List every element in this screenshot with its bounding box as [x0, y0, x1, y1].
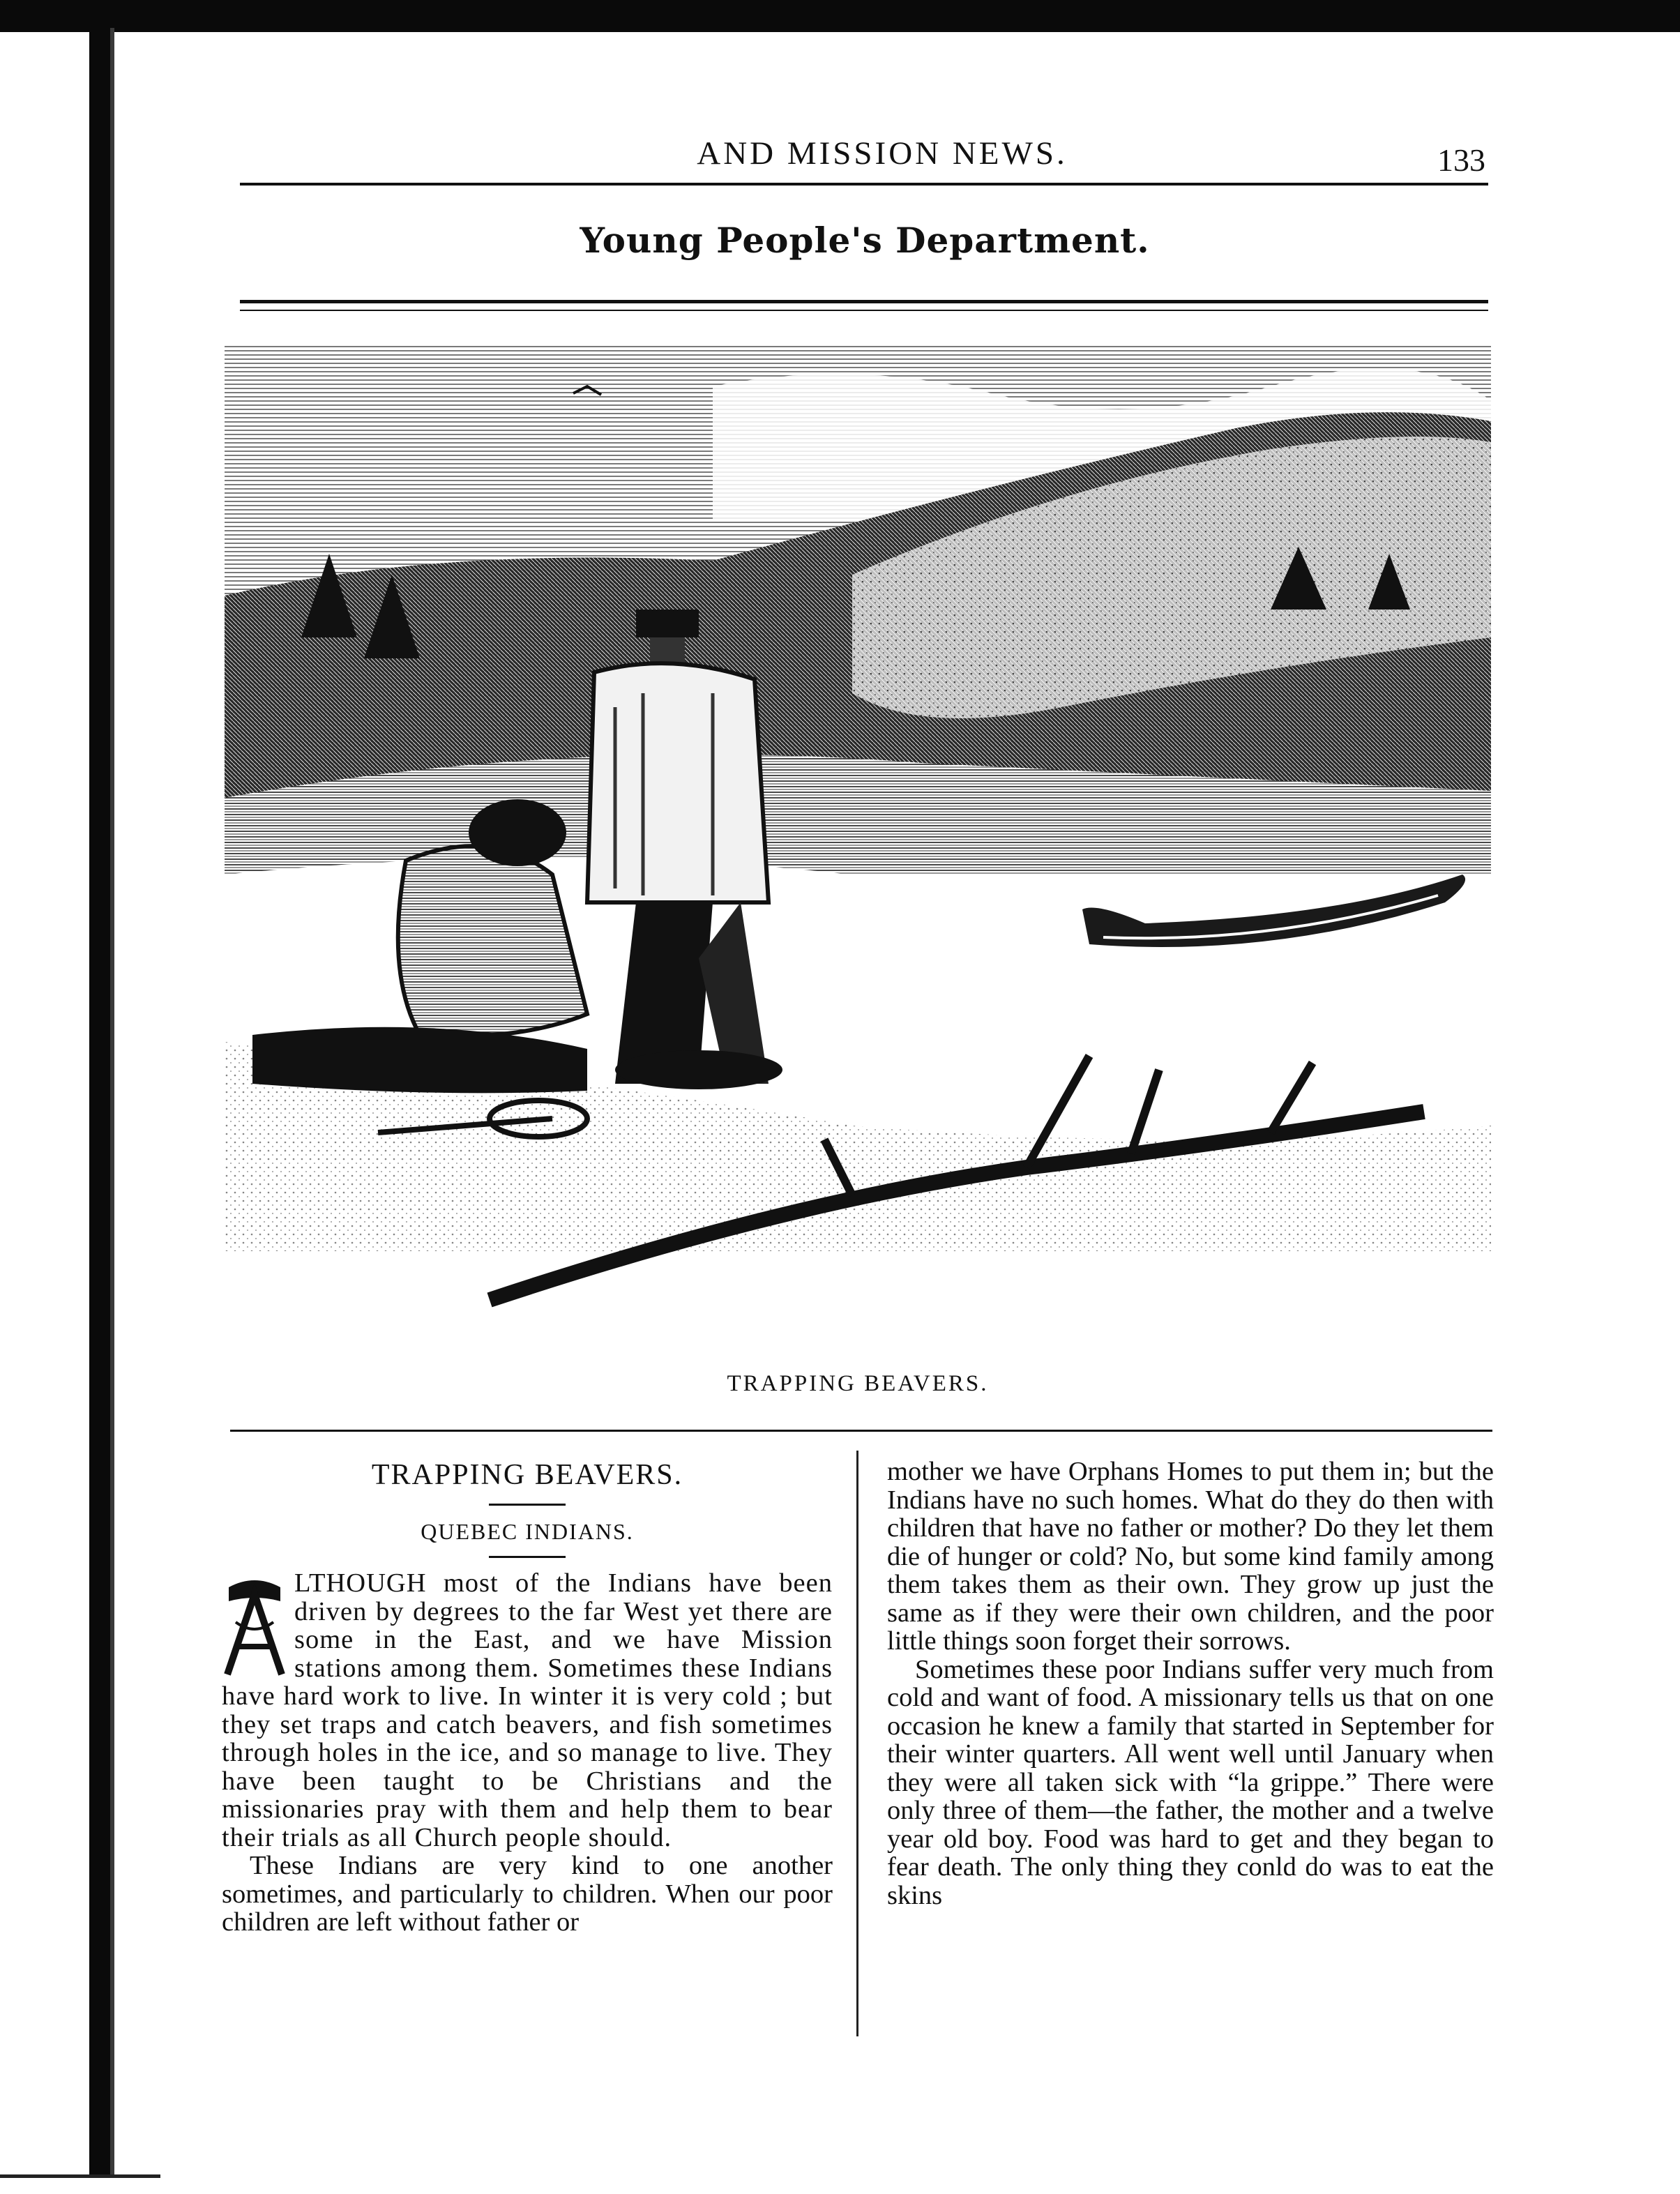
article-title: TRAPPING BEAVERS.: [371, 1459, 683, 1491]
page-number: 133: [1437, 142, 1485, 178]
title-rule-thin: [240, 310, 1488, 311]
title-separator: [489, 1504, 566, 1506]
scan-left-border-inner: [110, 28, 114, 2176]
scan-bottom-mark: [0, 2174, 160, 2178]
department-title: Young People's Department.: [580, 220, 1150, 261]
lead-paragraph: [222, 1569, 833, 1852]
paragraph-kindness: These Indians are very kind to one another sometimes, and particularly to children. When our poor children are left without father or: [222, 1851, 833, 1937]
article-left-column: [222, 1458, 833, 1937]
lead-paragraph-text: LTHOUGH most of the Indians have been driven by degrees to the far West yet there are some in the East, and we have Mission stations among them. Sometimes these Indians have hard work to live. In winter it is very cold ; but they set traps and catch beavers, and fish sometimes through holes in the ice, and so manage to live. They have been taught to be Christians and the missionaries pray with them and help them to bear their trials as all Church people should.: [222, 1568, 833, 1852]
scan-left-border: [89, 28, 110, 2176]
scan-top-border: [0, 0, 1680, 32]
title-rule-thick: [240, 300, 1488, 303]
caption-rule: [230, 1430, 1492, 1432]
article-subtitle: QUEBEC INDIANS.: [421, 1519, 634, 1544]
column-divider: [856, 1451, 858, 2036]
dropcap-letter: A: [244, 1646, 265, 1677]
running-head: AND MISSION NEWS.: [697, 135, 1068, 172]
ornate-dropcap-icon: [222, 1573, 287, 1678]
subtitle-separator: [489, 1556, 566, 1558]
engraving-trappers-canoe-icon: [225, 345, 1491, 1328]
illustration-caption: TRAPPING BEAVERS.: [727, 1371, 989, 1396]
paragraph-continuation: mother we have Orphans Homes to put them in; but the Indians have no such homes. What do they do then with children that have no father or mother? Do they let them die of hunger or cold? No, but some kind family among them takes them as their own. They grow up just the same as if they were their own children, and the poor little things soon forget their sorrows.: [887, 1457, 1494, 1656]
article-right-column: [887, 1458, 1494, 1909]
paragraph-hardship: Sometimes these poor Indians suffer very much from cold and want of food. A missionary tells us that on one occasion he knew a family that started in September for their winter quarters. All went well until January when they were all taken sick with “la grippe.” There were only three of them—the father, the mother and a twelve year old boy. Food was hard to get and they began to fear death. The only thing they conld do was to eat the skins: [887, 1654, 1494, 1910]
header-rule: [240, 183, 1488, 186]
